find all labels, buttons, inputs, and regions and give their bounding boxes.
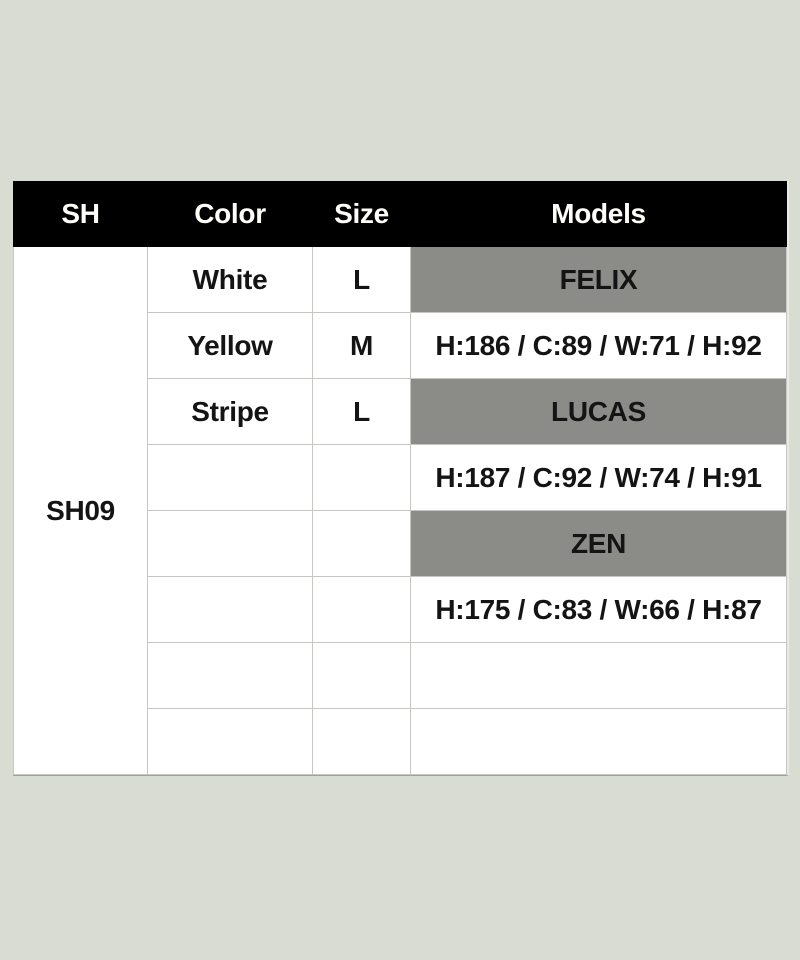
- header-size: Size: [313, 182, 411, 247]
- model-measurements-cell: H:175 / C:83 / W:66 / H:87: [411, 577, 787, 643]
- spec-table: [13, 181, 787, 775]
- color-cell: [148, 511, 313, 577]
- color-cell: [148, 577, 313, 643]
- size-cell: L: [313, 247, 411, 313]
- size-cell: L: [313, 379, 411, 445]
- header-models: Models: [411, 182, 787, 247]
- model-name-cell: FELIX: [411, 247, 787, 313]
- header-color: Color: [148, 182, 313, 247]
- size-cell: [313, 511, 411, 577]
- color-cell: [148, 643, 313, 709]
- table-row: [14, 247, 787, 313]
- product-spec-table: [13, 181, 789, 776]
- color-cell: [148, 445, 313, 511]
- color-cell: [148, 709, 313, 775]
- color-cell: White: [148, 247, 313, 313]
- header-row: [14, 182, 787, 247]
- size-cell: [313, 445, 411, 511]
- header-sh: SH: [14, 182, 148, 247]
- size-cell: [313, 643, 411, 709]
- model-measurements-cell: H:187 / C:92 / W:74 / H:91: [411, 445, 787, 511]
- model-cell: [411, 643, 787, 709]
- color-cell: Stripe: [148, 379, 313, 445]
- product-code-cell: SH09: [14, 247, 148, 775]
- color-cell: Yellow: [148, 313, 313, 379]
- size-cell: [313, 709, 411, 775]
- size-cell: M: [313, 313, 411, 379]
- size-cell: [313, 577, 411, 643]
- model-name-cell: ZEN: [411, 511, 787, 577]
- model-cell: [411, 709, 787, 775]
- model-name-cell: LUCAS: [411, 379, 787, 445]
- model-measurements-cell: H:186 / C:89 / W:71 / H:92: [411, 313, 787, 379]
